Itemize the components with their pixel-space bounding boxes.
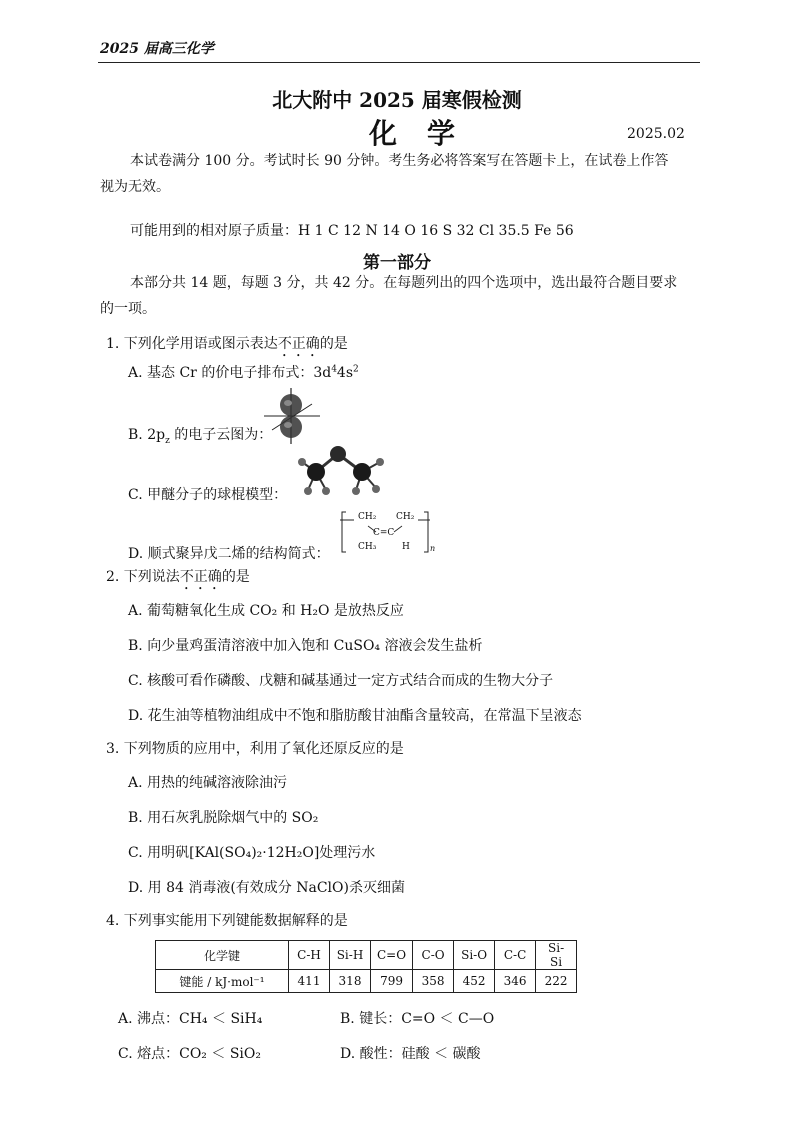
- bond-energy-cell: 358: [413, 970, 454, 993]
- q2-option-c: C. 核酸可看作磷酸、戊糖和碱基通过一定方式结合而成的生物大分子: [128, 673, 554, 689]
- q3-option-d: D. 用 84 消毒液(有效成分 NaClO)杀灭细菌: [128, 880, 405, 896]
- bond-name-cell: C-C: [495, 941, 536, 970]
- q4-option-b: B. 键长：C=O ＜ C—O: [340, 1011, 495, 1027]
- energy-row-label: 键能 / kJ·mol⁻¹: [156, 970, 289, 993]
- q3-option-b: B. 用石灰乳脱除烟气中的 SO₂: [128, 810, 319, 826]
- bond-name-cell: C-H: [289, 941, 330, 970]
- q1-b-text2: 的电子云图为：: [169, 427, 273, 443]
- polyisoprene-n: n: [430, 544, 436, 553]
- bond-energy-cell: 411: [289, 970, 330, 993]
- q2-stem-end: 的是: [221, 569, 250, 585]
- bond-name-cell: C-O: [413, 941, 454, 970]
- q2-option-a: A. 葡萄糖氧化生成 CO₂ 和 H₂O 是放热反应: [128, 603, 404, 619]
- bond-row-label: 化学键: [156, 941, 289, 970]
- bond-energy-table: [155, 940, 577, 993]
- q2-stem-emphasis: 不正确: [179, 569, 222, 585]
- q3-stem: 3. 下列物质的应用中，利用了氧化还原反应的是: [106, 741, 404, 757]
- q3-option-a: A. 用热的纯碱溶液除油污: [128, 775, 288, 791]
- q4-stem: 4. 下列事实能用下列键能数据解释的是: [106, 913, 348, 929]
- polyisoprene-ch2-right: CH₂: [396, 512, 415, 522]
- q4-option-d: D. 酸性：硅酸 ＜ 碳酸: [340, 1046, 481, 1062]
- instructions-line1: 本试卷满分 100 分。考试时长 90 分钟。考生务必将答案写在答题卡上，在试卷上作答: [130, 153, 669, 169]
- polyisoprene-double-bond: C=C: [373, 528, 395, 538]
- q4-option-a: A. 沸点：CH₄ ＜ SiH₄: [118, 1011, 263, 1027]
- q1-b-sub: z: [165, 435, 170, 446]
- polyisoprene-structure: [340, 508, 436, 556]
- page-header-label: 2025 届高三化学: [100, 41, 214, 57]
- q4-option-c: C. 熔点：CO₂ ＜ SiO₂: [118, 1046, 261, 1062]
- bond-name-cell: Si-H: [330, 941, 371, 970]
- q1-a-text: A. 基态 Cr 的价电子排布式：3d: [128, 365, 332, 381]
- q1-option-c: C. 甲醚分子的球棍模型：: [128, 487, 288, 503]
- part1-title: 第一部分: [363, 253, 431, 273]
- pz-orbital-diagram: [258, 386, 324, 446]
- bond-energy-cell: 799: [371, 970, 413, 993]
- bond-name-cell: Si-O: [454, 941, 495, 970]
- q2-option-b: B. 向少量鸡蛋清溶液中加入饱和 CuSO₄ 溶液会发生盐析: [128, 638, 483, 654]
- bond-energy-cell: 222: [536, 970, 577, 993]
- q1-stem-text: 1. 下列化学用语或图示表达: [106, 336, 278, 352]
- polyisoprene-h: H: [402, 542, 410, 552]
- q1-b-text: B. 2p: [128, 427, 166, 443]
- exam-date: 2025.02: [627, 126, 685, 142]
- q1-option-d: D. 顺式聚异戊二烯的结构简式：: [128, 546, 330, 562]
- header-rule: [98, 62, 700, 63]
- polyisoprene-ch2-left: CH₂: [358, 512, 377, 522]
- q1-option-b: [128, 424, 272, 446]
- dimethyl-ether-model: [296, 444, 388, 500]
- bond-energy-cell: 452: [454, 970, 495, 993]
- instructions-line2: 视为无效。: [100, 179, 170, 195]
- q3-option-c: C. 用明矾[KAl(SO₄)₂·12H₂O]处理污水: [128, 845, 376, 861]
- bond-energy-row: [156, 970, 577, 993]
- bond-energy-cell: 318: [330, 970, 371, 993]
- bond-energy-cell: 346: [495, 970, 536, 993]
- q1-stem-emphasis: 不正确: [277, 336, 320, 352]
- q2-stem-text: 2. 下列说法: [106, 569, 180, 585]
- q2-stem: [106, 566, 250, 593]
- q1-stem-end: 的是: [319, 336, 348, 352]
- q1-stem: [106, 333, 348, 360]
- q1-a-text2: 4s: [336, 365, 354, 381]
- q1-a-sup1: 4: [331, 364, 337, 375]
- bond-name-row: [156, 941, 577, 970]
- part1-intro-line2: 的一项。: [100, 301, 156, 317]
- exam-title: 北大附中 2025 届寒假检测: [272, 88, 522, 112]
- q1-a-sup2: 2: [353, 364, 359, 375]
- polyisoprene-ch3: CH₃: [358, 542, 377, 552]
- bond-name-cell: C=O: [371, 941, 413, 970]
- exam-subject: 化学: [368, 117, 485, 150]
- atomic-mass-line: 可能用到的相对原子质量：H 1 C 12 N 14 O 16 S 32 Cl 35.5 Fe 56: [130, 223, 574, 239]
- q2-option-d: D. 花生油等植物油组成中不饱和脂肪酸甘油酯含量较高，在常温下呈液态: [128, 708, 582, 724]
- q1-option-a: [128, 362, 359, 382]
- bond-name-cell: Si-Si: [536, 941, 577, 970]
- part1-intro-line1: 本部分共 14 题，每题 3 分，共 42 分。在每题列出的四个选项中，选出最符合题目要求: [130, 275, 678, 291]
